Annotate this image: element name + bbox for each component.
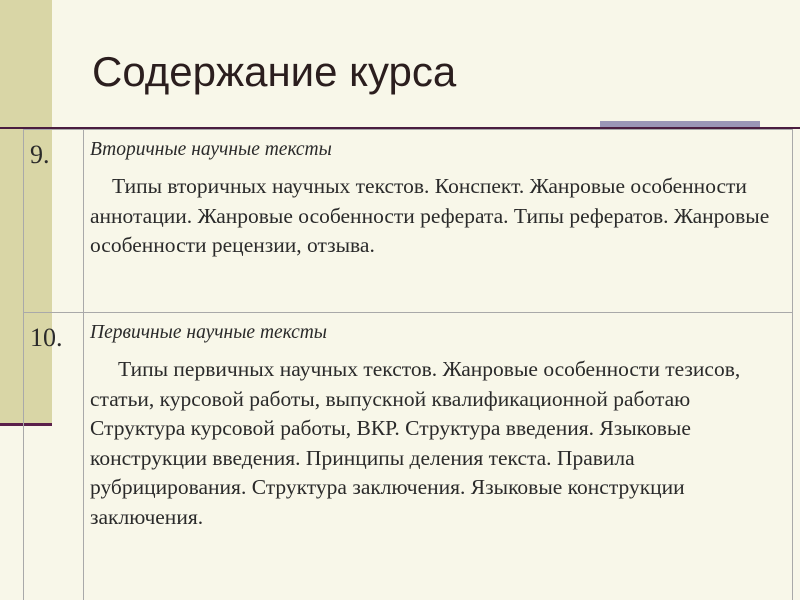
row-number: 9. — [24, 130, 84, 313]
slide-title: Содержание курса — [92, 48, 457, 95]
row-heading: Вторичные научные тексты — [90, 139, 332, 160]
course-content-table — [23, 129, 793, 600]
table-row — [24, 313, 793, 600]
row-content — [84, 313, 793, 600]
row-content — [84, 130, 793, 313]
row-body: Типы вторичных научных текстов. Конспект. Жанровые особенности аннотации. Жанровые особенности реферата. Типы рефератов. Жанровые особенности рецензии, отзыва. — [90, 174, 770, 257]
table-row — [24, 130, 793, 313]
row-body: Типы первичных научных текстов. Жанровые особенности тезисов, статьи, курсовой работы, выпускной квалификационной работаю Структура курсовой работы, ВКР. Структура введения. Языковые конструкции введения. Принципы деления текста. Правила рубрицирования. Структура заключения. Языковые конструкции заключения. — [90, 357, 741, 529]
row-heading: Первичные научные тексты — [90, 322, 328, 343]
row-number: 10. — [24, 313, 84, 600]
